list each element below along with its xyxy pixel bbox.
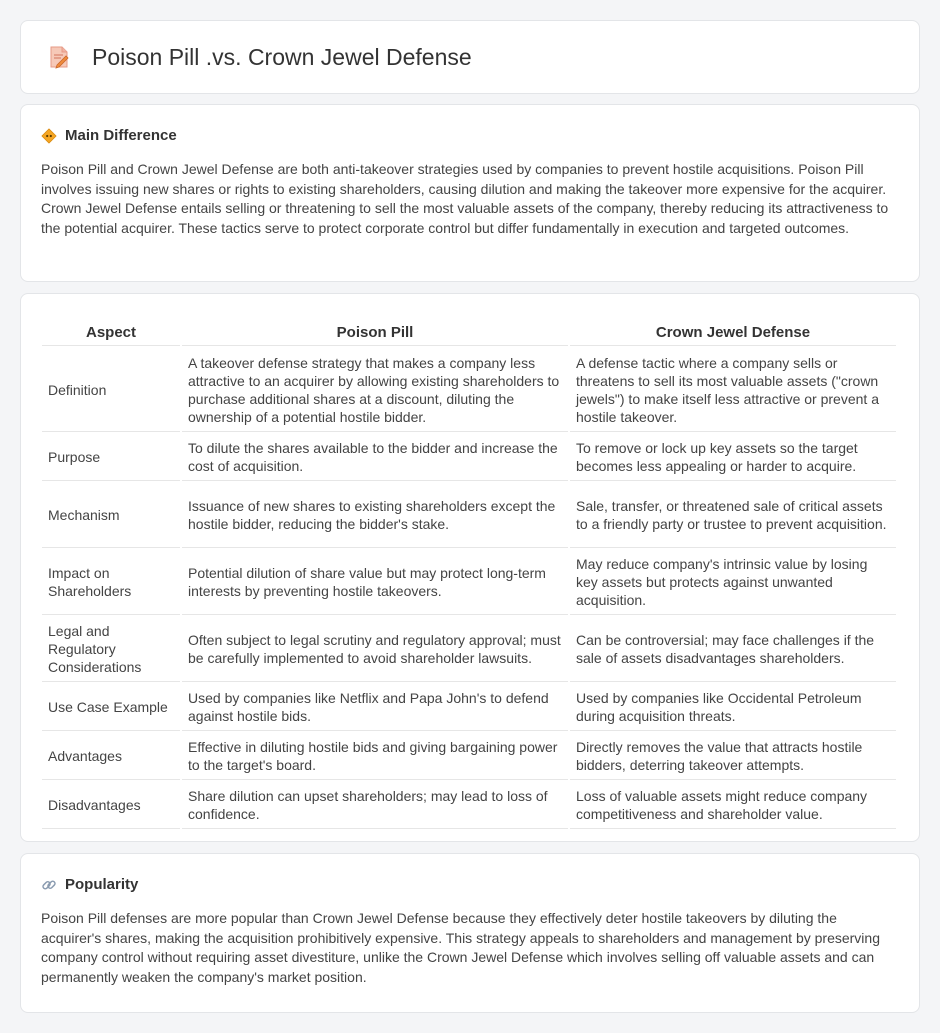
crown-jewel-cell: A defense tactic where a company sells or threatens to sell its most valuable assets ("crown jewels") to make itself less attractive or prevent a hostile takeover. [570,348,896,432]
poison-pill-cell: Effective in diluting hostile bids and giving bargaining power to the target's board. [182,733,568,780]
table-row [42,782,896,829]
poison-pill-cell: Issuance of new shares to existing shareholders except the hostile bidder, reducing the bidder's stake. [182,483,568,548]
aspect-cell: Disadvantages [42,782,180,829]
diamond-warning-icon [41,128,57,144]
poison-pill-cell: To dilute the shares available to the bidder and increase the cost of acquisition. [182,434,568,481]
aspect-cell: Impact on Shareholders [42,550,180,615]
aspect-cell: Legal and Regulatory Considerations [42,617,180,682]
table-header-row [42,316,896,346]
crown-jewel-cell: To remove or lock up key assets so the target becomes less appealing or harder to acquire. [570,434,896,481]
comparison-section [20,293,920,842]
table-row [42,483,896,548]
popularity-section [20,853,920,1013]
document-edit-icon [48,45,70,69]
poison-pill-cell: A takeover defense strategy that makes a company less attractive to an acquirer by allowing existing shareholders to purchase additional shares at a discount, diluting the ownership of a potential hostile bidder. [182,348,568,432]
aspect-cell: Mechanism [42,483,180,548]
aspect-cell: Advantages [42,733,180,780]
popularity-heading: Popularity [65,876,139,893]
crown-jewel-cell: Sale, transfer, or threatened sale of critical assets to a friendly party or trustee to prevent acquisition. [570,483,896,548]
popularity-text: Poison Pill defenses are more popular than Crown Jewel Defense because they effectively deter hostile takeovers by diluting the acquirer's shares, making the acquisition prohibitively expensive. This strategy appeals to shareholders and management by preserving company control without requiring asset divestiture, unlike the Crown Jewel Defense which involves selling off valuable assets and can permanently weaken the company's market position. [41,910,880,985]
poison-pill-cell: Used by companies like Netflix and Papa John's to defend against hostile bids. [182,684,568,731]
table-row [42,550,896,615]
header-crown-jewel: Crown Jewel Defense [570,316,896,346]
page-title: Poison Pill .vs. Crown Jewel Defense [92,43,472,70]
table-row [42,733,896,780]
main-difference-section [20,104,920,282]
table-row [42,348,896,432]
header-card [20,20,920,94]
table-row [42,434,896,481]
poison-pill-cell: Potential dilution of share value but may protect long-term interests by preventing hostile takeovers. [182,550,568,615]
aspect-cell: Purpose [42,434,180,481]
comparison-table [40,314,898,831]
crown-jewel-cell: Loss of valuable assets might reduce company competitiveness and shareholder value. [570,782,896,829]
crown-jewel-cell: Can be controversial; may face challenges if the sale of assets disadvantages shareholders. [570,617,896,682]
table-row [42,617,896,682]
main-difference-text: Poison Pill and Crown Jewel Defense are both anti-takeover strategies used by companies to prevent hostile acquisitions. Poison Pill involves issuing new shares or rights to existing shareholders, causing dilution and making the takeover more expensive for the acquirer. Crown Jewel Defense entails selling or threatening to sell the most valuable assets of the company, thereby reducing its attractiveness to the potential acquirer. These tactics serve to protect corporate control but differ fundamentally in execution and targeted outcomes. [41,161,889,236]
aspect-cell: Definition [42,348,180,432]
aspect-cell: Use Case Example [42,684,180,731]
header-aspect: Aspect [42,316,180,346]
table-row [42,684,896,731]
crown-jewel-cell: May reduce company's intrinsic value by losing key assets but protects against unwanted acquisition. [570,550,896,615]
poison-pill-cell: Often subject to legal scrutiny and regulatory approval; must be carefully implemented to avoid shareholder lawsuits. [182,617,568,682]
link-icon [41,877,57,893]
crown-jewel-cell: Directly removes the value that attracts hostile bidders, deterring takeover attempts. [570,733,896,780]
crown-jewel-cell: Used by companies like Occidental Petroleum during acquisition threats. [570,684,896,731]
main-difference-heading: Main Difference [65,127,177,144]
poison-pill-cell: Share dilution can upset shareholders; may lead to loss of confidence. [182,782,568,829]
header-poison-pill: Poison Pill [182,316,568,346]
